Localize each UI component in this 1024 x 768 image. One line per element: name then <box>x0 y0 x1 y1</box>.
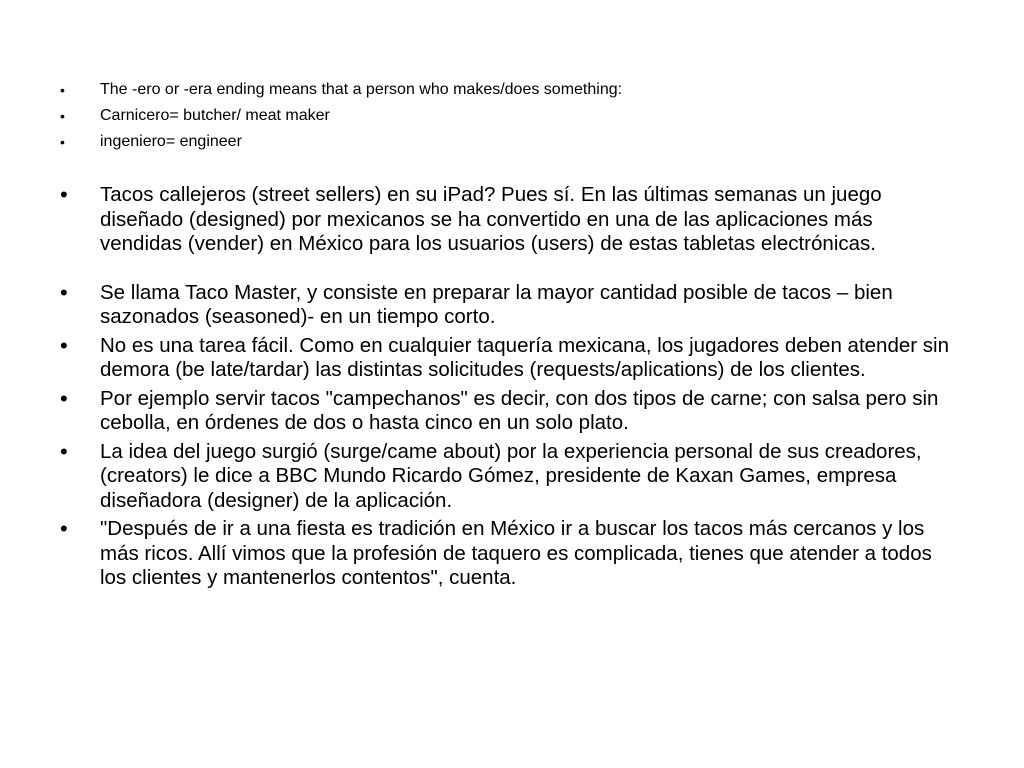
article-bullet-item <box>60 387 960 436</box>
article-bullet-list <box>60 183 960 595</box>
vocab-bullet-item <box>60 80 960 100</box>
bullet-marker: • <box>60 332 68 358</box>
article-bullet-item <box>60 281 960 330</box>
bullet-marker: • <box>60 438 68 464</box>
article-bullet-text: Se llama Taco Master, y consiste en preparar la mayor cantidad posible de tacos – bien sazonados (seasoned)- en un tiempo corto. <box>100 280 893 328</box>
vocab-bullet-text: Carnicero= butcher/ meat maker <box>100 107 330 124</box>
vocab-bullet-item <box>60 132 960 152</box>
vocab-bullet-item <box>60 106 960 126</box>
bullet-marker: • <box>60 279 68 305</box>
article-bullet-text: No es una tarea fácil. Como en cualquier taquería mexicana, los jugadores deben atender sin demora (be late/tardar) las distintas solicitudes (requests/aplications) de los clientes. <box>100 333 949 381</box>
article-bullet-text: Tacos callejeros (street sellers) en su iPad? Pues sí. En las últimas semanas un juego diseñado (designed) por mexicanos se ha convertido en una de las aplicaciones más vendidas (vender) en México para los usuarios (users) de estas tabletas electrónicas. <box>100 183 882 255</box>
bullet-marker: • <box>60 134 65 150</box>
vocab-bullet-list <box>60 80 960 158</box>
article-bullet-item <box>60 183 960 257</box>
article-bullet-item <box>60 440 960 514</box>
bullet-marker: • <box>60 108 65 124</box>
bullet-marker: • <box>60 182 68 207</box>
article-bullet-text: La idea del juego surgió (surge/came about) por la experiencia personal de sus creadores, (creators) le dice a BBC Mundo Ricardo Gómez, presidente de Kaxan Games, empresa diseñadora (designer) de la aplicación. <box>100 439 922 512</box>
vocab-bullet-text: ingeniero= engineer <box>100 133 242 150</box>
bullet-marker: • <box>60 516 68 541</box>
bullet-marker: • <box>60 82 65 98</box>
bullet-marker: • <box>60 385 68 411</box>
vocab-bullet-text: The -ero or -era ending means that a person who makes/does something: <box>100 81 623 98</box>
article-bullet-text: Por ejemplo servir tacos "campechanos" es decir, con dos tipos de carne; con salsa pero sin cebolla, en órdenes de dos o hasta cinco en un solo plato. <box>100 386 939 434</box>
article-bullet-item <box>60 334 960 383</box>
article-bullet-text: "Después de ir a una fiesta es tradición en México ir a buscar los tacos más cercanos y los más ricos. Allí vimos que la profesión de taquero es complicada, tienes que atender a todos los clientes y mantenerlos contentos", cuenta. <box>100 517 932 589</box>
article-bullet-item <box>60 517 960 591</box>
